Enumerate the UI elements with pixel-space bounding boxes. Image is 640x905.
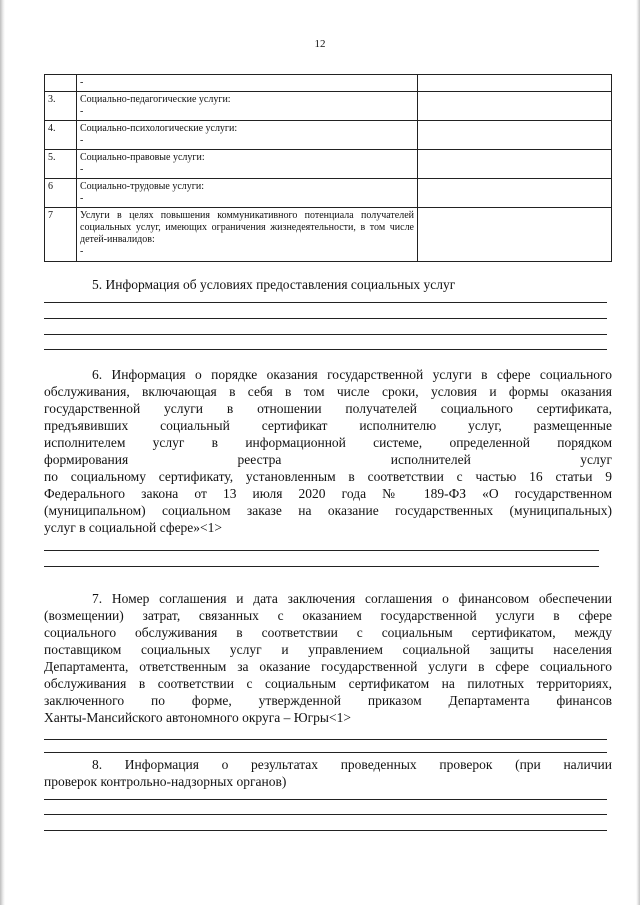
table-row — [45, 75, 612, 92]
row-name — [77, 121, 418, 150]
blank-line — [44, 814, 607, 815]
blank-line — [44, 566, 599, 567]
row-number: 6 — [45, 179, 77, 208]
row-value — [418, 179, 612, 208]
blank-line — [44, 349, 607, 350]
page-number: 12 — [314, 38, 326, 50]
text-line: проверок контрольно-надзорных органов) — [44, 774, 287, 789]
blank-line — [44, 830, 607, 831]
services-table — [44, 74, 612, 262]
table-row — [45, 208, 612, 262]
text-line: (муниципальном) социальном заказе на оказание государственных (муниципальных) — [44, 503, 612, 518]
table-row — [45, 92, 612, 121]
text-line: Департамента, ответственным за оказание государственной услуги в сфере социального — [44, 659, 612, 674]
row-dash: - — [80, 106, 84, 117]
row-number — [45, 75, 77, 92]
text-line: предъявивших социальный сертификат исполнителю услуг, размещенные — [44, 418, 612, 433]
row-number: 3. — [45, 92, 77, 121]
row-name — [77, 208, 418, 262]
scan-edge-left — [0, 0, 5, 905]
table-row — [45, 121, 612, 150]
text-line: 6. Информация о порядке оказания государственной услуги в сфере социального — [92, 367, 612, 382]
blank-line — [44, 752, 607, 753]
blank-line — [44, 739, 607, 740]
row-name — [77, 150, 418, 179]
row-number: 5. — [45, 150, 77, 179]
text-line: обслуживания, включающая в себя в том числе сроки, условия и формы оказания — [44, 384, 612, 399]
text-line: (возмещении) затрат, связанных с оказанием государственной услуги в сфере — [44, 608, 612, 623]
row-dash: - — [80, 135, 84, 146]
row-number: 4. — [45, 121, 77, 150]
row-dash: - — [80, 77, 84, 88]
text-line: Федерального закона от 13 июля 2020 года № 189-ФЗ «О государственном — [44, 486, 612, 501]
row-label: Социально-правовые услуги: — [80, 152, 205, 163]
section-8-text — [44, 756, 612, 790]
table-row — [45, 150, 612, 179]
scan-edge-right — [636, 0, 640, 905]
row-value — [418, 150, 612, 179]
text-line: по социальному сертификату, установленным в соответствии с частью 16 статьи 9 — [44, 469, 612, 484]
row-name — [77, 179, 418, 208]
row-label: Социально-педагогические услуги: — [80, 94, 231, 105]
text-line: 7. Номер соглашения и дата заключения соглашения о финансовом обеспечении — [92, 591, 612, 606]
row-value — [418, 92, 612, 121]
blank-line — [44, 799, 607, 800]
section-5-heading: 5. Информация об условиях предоставления социальных услуг — [92, 277, 456, 292]
text-line: формирования реестра исполнителей услуг — [44, 452, 612, 467]
row-dash: - — [80, 164, 84, 175]
row-value — [418, 75, 612, 92]
text-line: поставщиком социальных услуг и управлением социальной защиты населения — [44, 642, 612, 657]
blank-line — [44, 302, 607, 303]
blank-line — [44, 318, 607, 319]
row-dash: - — [80, 193, 84, 204]
text-line: исполнителем услуг в информационной системе, определенной порядком — [44, 435, 612, 450]
row-label: Услуги в целях повышения коммуникативного потенциала получателей социальных услуг, имеющих ограничения жизнедеятельности, в том числе детей-инвалидов: — [80, 210, 414, 245]
text-line: Ханты-Мансийского автономного округа – Югры<1> — [44, 710, 351, 725]
row-value — [418, 208, 612, 262]
blank-line — [44, 550, 599, 551]
text-line: 8. Информация о результатах проведенных проверок (при наличии — [92, 757, 612, 772]
row-name — [77, 75, 418, 92]
blank-line — [44, 334, 607, 335]
row-name — [77, 92, 418, 121]
text-line: государственной услуги в отношении получателей социального сертификата, — [44, 401, 612, 416]
row-number: 7 — [45, 208, 77, 262]
section-7-text — [44, 590, 612, 726]
text-line: социального обслуживания в соответствии с социальным сертификатом, между — [44, 625, 612, 640]
row-value — [418, 121, 612, 150]
table-row — [45, 179, 612, 208]
row-label: Социально-трудовые услуги: — [80, 181, 204, 192]
section-6-text — [44, 366, 612, 536]
text-line: заключенного по форме, утвержденной приказом Департамента финансов — [44, 693, 612, 708]
text-line: обслуживания в соответствии с социальным сертификатом на пилотных территориях, — [44, 676, 612, 691]
row-label: Социально-психологические услуги: — [80, 123, 238, 134]
row-dash: - — [80, 246, 84, 257]
text-line: услуг в социальной сфере»<1> — [44, 520, 223, 535]
